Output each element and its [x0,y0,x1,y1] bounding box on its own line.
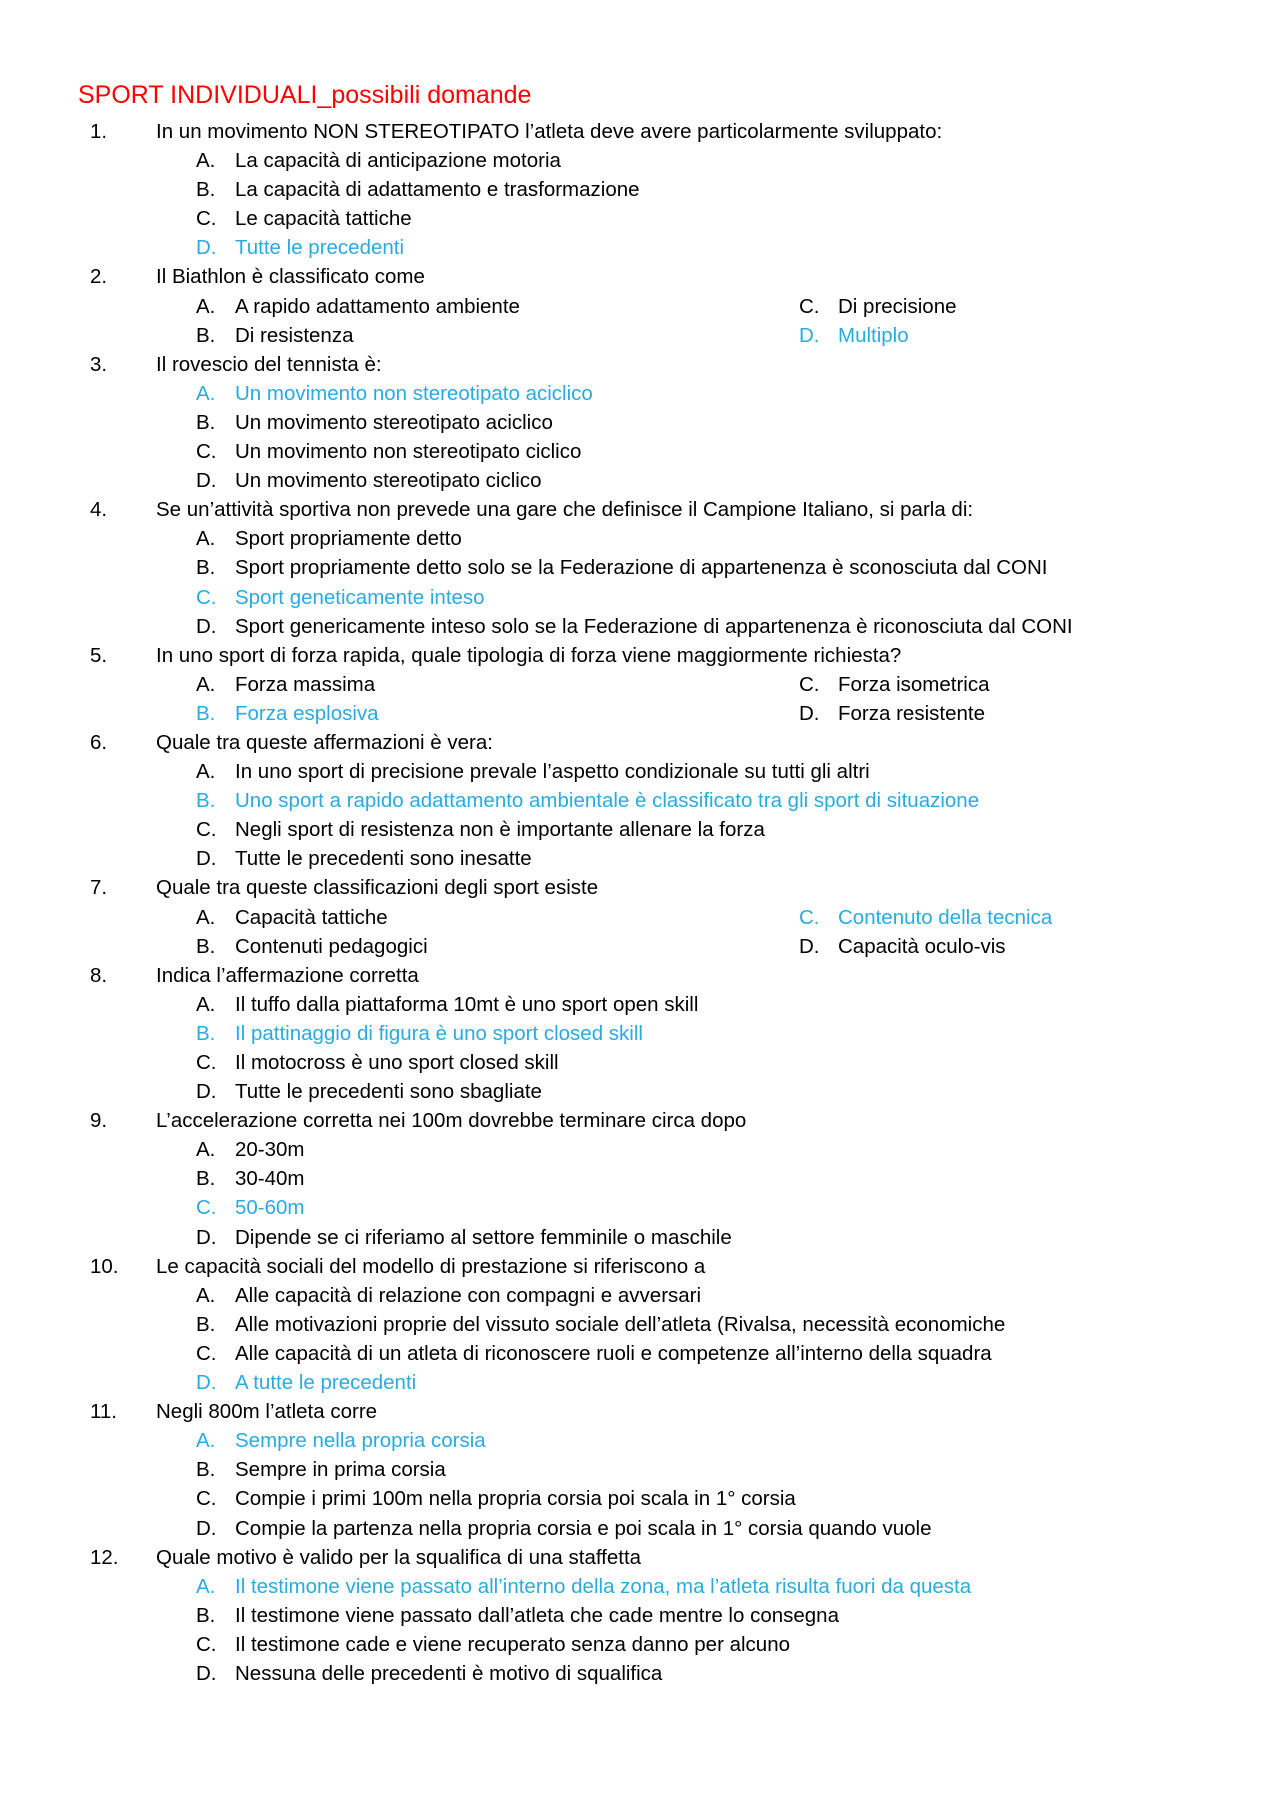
answer-option-c [196,1193,1096,1222]
question-text: L’accelerazione corretta nei 100m dovrebbe terminare circa dopo [156,1109,747,1133]
question-text: Se un’attività sportiva non prevede una gare che definisce il Campione Italiano, si parla di: [156,498,974,522]
option-row [0,1630,1280,1659]
option-row [0,1019,1280,1048]
option-row [0,1077,1280,1106]
option-text: Un movimento non stereotipato aciclico [235,381,593,405]
answer-option-b [196,1310,1096,1339]
question-number: 1. [90,120,108,143]
question-list [0,117,1280,1688]
option-row [0,1281,1280,1310]
question-text: Il rovescio del tennista è: [156,352,382,376]
option-row [0,670,1280,699]
answer-option-c [196,1630,1096,1659]
option-row [0,1514,1280,1543]
answer-option-d [799,699,1199,728]
option-letter: A. [196,149,216,173]
option-text: Forza resistente [838,701,985,725]
question-number: 3. [90,352,108,376]
option-text: Il tuffo dalla piattaforma 10mt è uno sport open skill [235,992,699,1016]
question-9 [0,1106,1280,1251]
question-10 [0,1252,1280,1397]
option-letter: D. [196,847,217,871]
question-text: Negli 800m l’atleta corre [156,1400,378,1424]
question-number: 12. [90,1545,119,1569]
answer-option-d [196,844,1096,873]
option-row [0,408,1280,437]
question-header [0,262,1280,291]
option-text: Forza esplosiva [235,701,379,725]
answer-option-a [196,1281,1096,1310]
option-row [0,1135,1280,1164]
option-text: Un movimento non stereotipato ciclico [235,440,582,464]
option-letter: B. [196,1312,216,1336]
question-number: 8. [90,963,108,987]
question-number: 4. [90,498,108,522]
option-letter: B. [196,1458,216,1482]
option-letter: B. [196,178,216,202]
option-row [0,321,1280,350]
question-text: In un movimento NON STEREOTIPATO l’atleta deve avere particolarmente sviluppato: [156,120,943,143]
option-letter: B. [196,701,216,725]
option-letter: A. [196,992,216,1016]
option-letter: B. [196,934,216,958]
question-header [0,1543,1280,1572]
question-number: 9. [90,1109,108,1133]
option-text: Forza massima [235,672,376,696]
option-text: Tutte le precedenti [235,236,405,260]
option-row [0,379,1280,408]
option-text: Il testimone viene passato all’interno della zona, ma l’atleta risulta fuori da questa [235,1574,972,1598]
option-text: Il testimone viene passato dall’atleta che cade mentre lo consegna [235,1603,839,1627]
option-row [0,1339,1280,1368]
option-text: Sport propriamente detto solo se la Federazione di appartenenza è sconosciuta dal CONI [235,556,1048,580]
option-row [0,903,1280,932]
answer-option-c [196,815,1096,844]
option-row [0,292,1280,321]
option-text: Sport propriamente detto [235,527,462,551]
answer-option-c [196,437,1096,466]
answer-option-c [196,1484,1096,1513]
answer-option-b [196,1019,1096,1048]
answer-option-b [196,408,1096,437]
answer-option-b [196,1455,1096,1484]
option-letter: D. [196,1661,217,1685]
option-row [0,786,1280,815]
option-letter: C. [196,440,217,464]
question-number: 11. [90,1400,117,1424]
option-letter: A. [196,1574,216,1598]
answer-option-a [196,379,1096,408]
option-letter: A. [196,527,216,551]
option-letter: C. [196,1632,217,1656]
option-letter: B. [196,1021,216,1045]
option-text: La capacità di adattamento e trasformazione [235,178,640,202]
question-4 [0,495,1280,640]
option-text: Alle capacità di un atleta di riconoscere ruoli e competenze all’interno della squadra [235,1341,992,1365]
question-text: Quale motivo è valido per la squalifica di una staffetta [156,1545,642,1569]
option-letter: D. [799,701,820,725]
option-letter: A. [196,294,216,318]
question-header [0,873,1280,902]
question-text: Indica l’affermazione corretta [156,963,419,987]
answer-option-a [196,1426,1096,1455]
answer-option-a [196,524,1096,553]
option-text: Dipende se ci riferiamo al settore femminile o maschile [235,1225,732,1249]
option-letter: C. [196,1051,217,1074]
answer-option-c [799,670,1199,699]
question-6 [0,728,1280,873]
option-row [0,1223,1280,1252]
question-5 [0,641,1280,728]
question-text: Quale tra queste affermazioni è vera: [156,730,493,754]
option-row [0,612,1280,641]
question-header [0,495,1280,524]
option-row [0,1164,1280,1193]
option-letter: D. [196,469,217,493]
question-number: 10. [90,1254,119,1278]
answer-option-d [196,466,1096,495]
option-letter: A. [196,905,216,929]
answer-option-b [196,1601,1096,1630]
answer-option-d [196,233,1096,262]
option-letter: A. [196,1283,216,1307]
answer-option-a [196,1572,1096,1601]
question-header [0,1252,1280,1281]
option-letter: D. [196,1371,217,1395]
question-2 [0,262,1280,349]
option-row [0,553,1280,582]
option-row [0,815,1280,844]
question-text: Il Biathlon è classificato come [156,265,425,289]
option-text: Compie i primi 100m nella propria corsia poi scala in 1° corsia [235,1487,796,1511]
option-text: A rapido adattamento ambiente [235,294,520,318]
option-letter: C. [799,294,820,318]
option-row [0,1484,1280,1513]
answer-option-b [196,175,1096,204]
question-header [0,117,1280,146]
answer-option-c [196,583,1096,612]
question-text: In uno sport di forza rapida, quale tipologia di forza viene maggiormente richiesta? [156,643,902,667]
answer-option-c [196,1339,1096,1368]
option-text: Sport geneticamente inteso [235,585,485,609]
option-row [0,146,1280,175]
answer-option-b [196,553,1096,582]
option-row [0,583,1280,612]
answer-option-a [196,1135,1096,1164]
option-letter: D. [196,1516,217,1540]
option-text: Negli sport di resistenza non è importante allenare la forza [235,818,765,842]
answer-option-d [196,612,1096,641]
answer-option-c [196,204,1096,233]
option-row [0,437,1280,466]
answer-option-c [799,903,1199,932]
option-text: Tutte le precedenti sono sbagliate [235,1080,542,1104]
question-11 [0,1397,1280,1542]
option-row [0,757,1280,786]
option-text: Forza isometrica [838,672,990,696]
question-header [0,350,1280,379]
option-letter: D. [196,236,217,260]
answer-option-d [196,1223,1096,1252]
option-text: Uno sport a rapido adattamento ambientale è classificato tra gli sport di situazione [235,789,980,813]
question-number: 7. [90,876,108,900]
option-letter: D. [196,614,217,638]
option-text: Contenuto della tecnica [838,905,1053,929]
option-text: Tutte le precedenti sono inesatte [235,847,532,871]
option-letter: D. [799,934,820,958]
option-text: Contenuti pedagogici [235,934,428,958]
option-letter: C. [196,585,217,609]
option-row [0,466,1280,495]
option-row [0,1368,1280,1397]
question-1 [0,117,1280,262]
option-text: Compie la partenza nella propria corsia e poi scala in 1° corsia quando vuole [235,1516,932,1540]
option-row [0,990,1280,1019]
option-text: 50-60m [235,1196,305,1220]
answer-option-c [799,292,1199,321]
option-letter: D. [196,1225,217,1249]
answer-option-a [196,146,1096,175]
option-text: Il pattinaggio di figura è uno sport closed skill [235,1021,643,1045]
option-text: In uno sport di precisione prevale l’aspetto condizionale su tutti gli altri [235,760,870,784]
option-row [0,1455,1280,1484]
question-text: Quale tra queste classificazioni degli sport esiste [156,876,599,900]
option-text: A tutte le precedenti [235,1371,417,1395]
option-letter: C. [196,207,217,231]
option-row [0,1659,1280,1688]
question-3 [0,350,1280,495]
question-text: Le capacità sociali del modello di prestazione si riferiscono a [156,1254,706,1278]
option-letter: C. [196,818,217,842]
option-text: Il testimone cade e viene recuperato senza danno per alcuno [235,1632,791,1656]
option-letter: D. [196,1080,217,1104]
question-header [0,641,1280,670]
answer-option-d [196,1368,1096,1397]
question-number: 2. [90,265,108,289]
question-header [0,961,1280,990]
option-letter: C. [196,1487,217,1511]
answer-option-c [196,1048,1096,1077]
option-row [0,1048,1280,1077]
question-header [0,728,1280,757]
option-letter: A. [196,1429,216,1453]
option-text: Le capacità tattiche [235,207,412,231]
answer-option-b [196,1164,1096,1193]
option-row [0,1193,1280,1222]
option-text: Capacità tattiche [235,905,388,929]
option-letter: C. [196,1341,217,1365]
option-text: Sport genericamente inteso solo se la Federazione di appartenenza è riconosciuta dal CONI [235,614,1073,638]
option-row [0,204,1280,233]
option-text: La capacità di anticipazione motoria [235,149,561,173]
question-8 [0,961,1280,1106]
option-letter: B. [196,1603,216,1627]
option-row [0,524,1280,553]
answer-option-a [196,757,1096,786]
option-row [0,1426,1280,1455]
answer-option-d [196,1659,1096,1688]
option-letter: C. [196,1196,217,1220]
option-text: Nessuna delle precedenti è motivo di squalifica [235,1661,663,1685]
option-row [0,1601,1280,1630]
option-text: 30-40m [235,1167,305,1191]
option-letter: B. [196,556,216,580]
option-letter: B. [196,323,216,347]
option-letter: B. [196,789,216,813]
option-row [0,1572,1280,1601]
option-text: Un movimento stereotipato aciclico [235,410,553,434]
question-header [0,1106,1280,1135]
question-number: 5. [90,643,108,667]
question-header [0,1397,1280,1426]
question-7 [0,873,1280,960]
answer-option-a [196,990,1096,1019]
option-text: Di resistenza [235,323,354,347]
option-text: Capacità oculo-vis [838,934,1006,958]
option-text: Di precisione [838,294,957,318]
page-title: SPORT INDIVIDUALI_possibili domande [78,81,532,109]
option-letter: A. [196,381,216,405]
answer-option-d [196,1077,1096,1106]
option-letter: D. [799,323,820,347]
option-text: Alle capacità di relazione con compagni e avversari [235,1283,702,1307]
option-row [0,1310,1280,1339]
option-letter: C. [799,905,820,929]
option-letter: B. [196,410,216,434]
option-letter: A. [196,760,216,784]
option-letter: A. [196,672,216,696]
question-12 [0,1543,1280,1688]
option-text: Multiplo [838,323,909,347]
option-row [0,844,1280,873]
option-text: Alle motivazioni proprie del vissuto sociale dell’atleta (Rivalsa, necessità economiche [235,1312,1006,1336]
option-row [0,932,1280,961]
answer-option-d [196,1514,1096,1543]
answer-option-d [799,932,1199,961]
option-text: Sempre nella propria corsia [235,1429,486,1453]
option-row [0,233,1280,262]
question-number: 6. [90,730,108,754]
option-text: 20-30m [235,1138,305,1162]
option-letter: C. [799,672,820,696]
option-text: Un movimento stereotipato ciclico [235,469,542,493]
option-text: Sempre in prima corsia [235,1458,446,1482]
option-text: Il motocross è uno sport closed skill [235,1051,559,1074]
option-row [0,699,1280,728]
option-letter: A. [196,1138,216,1162]
answer-option-d [799,321,1199,350]
option-row [0,175,1280,204]
answer-option-b [196,786,1096,815]
option-letter: B. [196,1167,216,1191]
